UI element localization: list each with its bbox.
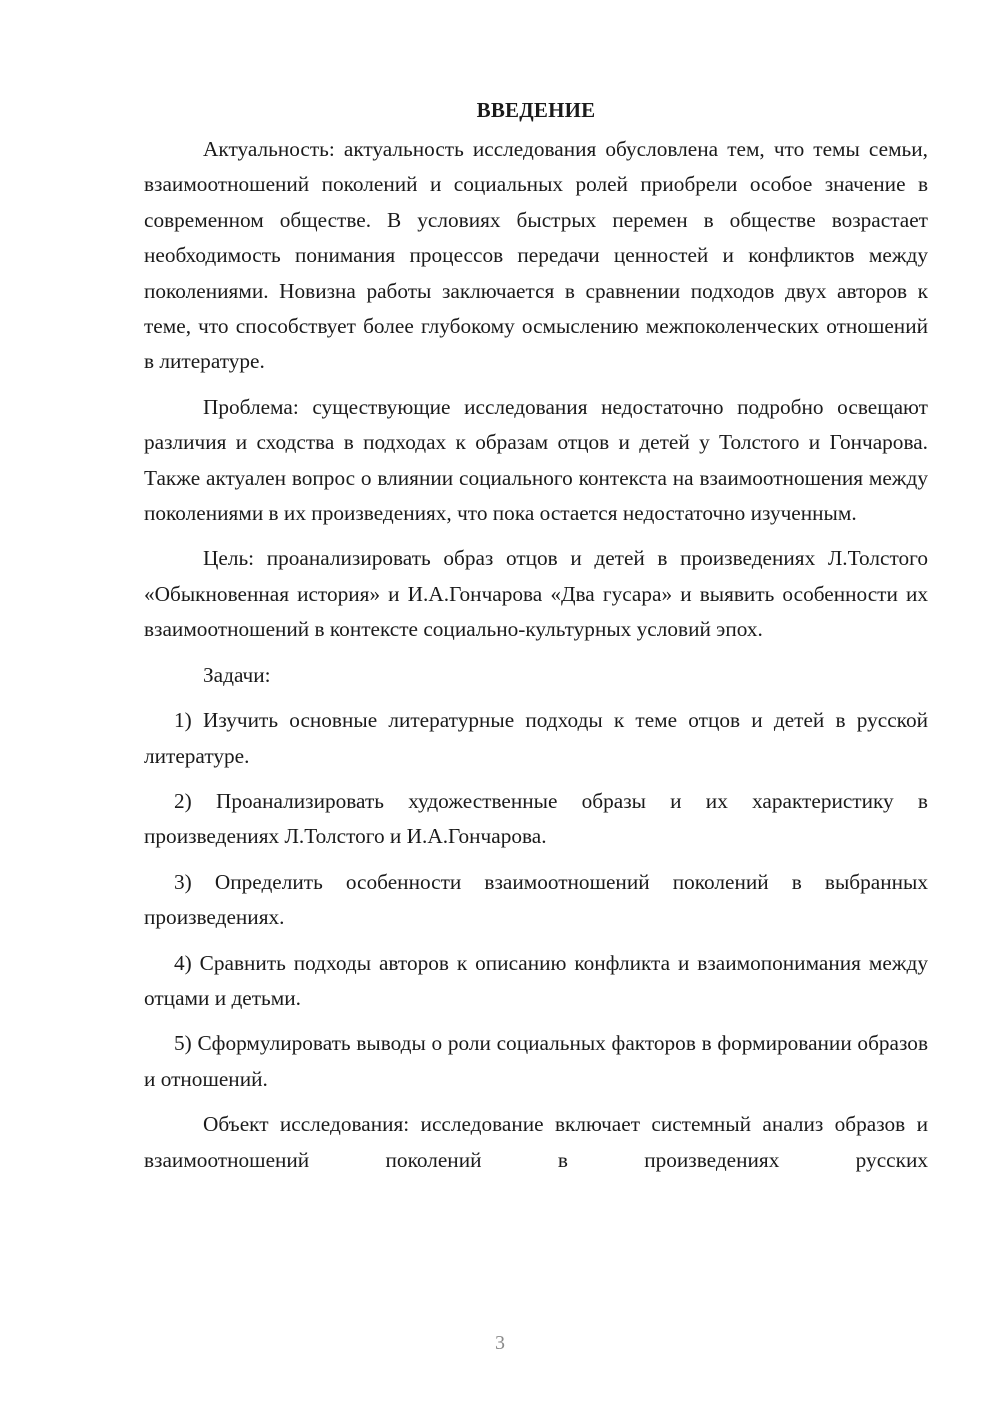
relevance-paragraph: Актуальность: актуальность исследования обусловлена тем, что темы семьи, взаимоотношений поколений и социальных ролей приобрели особое значение в современном обществе. В условиях быстрых перемен в обществе возрастает необходимость понимания процессов передачи ценностей и конфликтов между поколениями. Новизна работы заключается в сравнении подходов двух авторов к теме, что способствует более глубокому осмыслению межпоколенческих отношений в литературе.: [144, 137, 928, 374]
goal-paragraph: Цель: проанализировать образ отцов и детей в произведениях Л.Толстого «Обыкновенная история» и И.А.Гончарова «Два гусара» и выявить особенности их взаимоотношений в контексте социально-культурных условий эпох.: [144, 546, 928, 642]
task-item-5: 5) Сформулировать выводы о роли социальных факторов в формировании образов и отношений.: [144, 1031, 928, 1091]
page-number: 3: [495, 1332, 505, 1354]
section-heading: ВВЕДЕНИЕ: [476, 98, 596, 122]
document-page: [144, 92, 928, 1188]
task-item-1: 1) Изучить основные литературные подходы к теме отцов и детей в русской литературе.: [144, 708, 928, 768]
tasks-label: Задачи:: [203, 662, 271, 687]
object-paragraph: Объект исследования: исследование включает системный анализ образов и взаимоотношений поколений в произведениях русских: [144, 1112, 928, 1172]
problem-paragraph: Проблема: существующие исследования недостаточно подробно освещают различия и сходства в подходах к образам отцов и детей у Толстого и Гончарова. Также актуален вопрос о влиянии социального контекста на взаимоотношения между поколениями в их произведениях, что пока остается недостаточно изученным.: [144, 394, 928, 526]
task-item-3: 3) Определить особенности взаимоотношений поколений в выбранных произведениях.: [144, 869, 928, 930]
task-item-4: 4) Сравнить подходы авторов к описанию конфликта и взаимопонимания между отцами и детьми.: [144, 950, 928, 1010]
task-item-2: 2) Проанализировать художественные образы и их характеристику в произведениях Л.Толстого и И.А.Гончарова.: [144, 788, 928, 849]
